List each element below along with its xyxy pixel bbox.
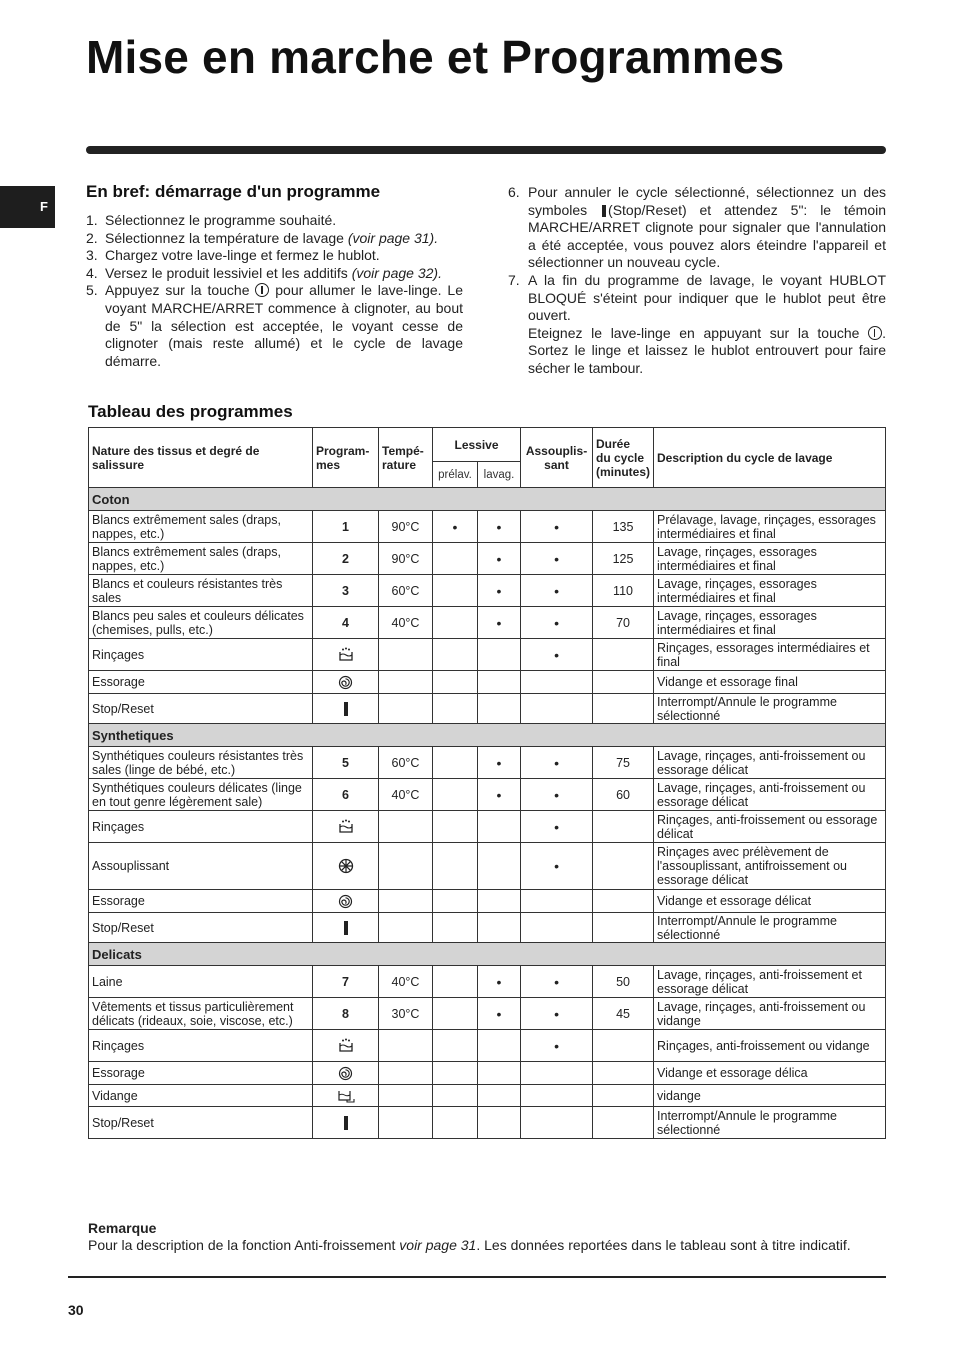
softener-cell: • [521, 543, 593, 575]
page-title: Mise en marche et Programmes [86, 31, 785, 83]
table-row [89, 694, 886, 724]
wash-cell [478, 890, 521, 913]
program-symbol-cell [313, 913, 379, 943]
cycle-description-cell: Vidange et essorage final [654, 671, 886, 694]
softener-cell [521, 671, 593, 694]
prewash-cell [433, 843, 478, 890]
page-reference: (voir page 31). [347, 229, 439, 246]
header-temperature: Tempé-rature [379, 428, 433, 488]
fabric-nature-cell: Stop/Reset [89, 913, 313, 943]
step-text: A la fin du programme de lavage, le voyant HUBLOT BLOQUÉ s'éteint pour indiquer que le hublot peut être ouvert. [528, 271, 886, 324]
spin-icon [316, 675, 375, 690]
prewash-cell [433, 694, 478, 724]
fabric-nature-cell: Essorage [89, 1062, 313, 1085]
step-number: 5. [86, 282, 98, 299]
step-text: Pour annuler le cycle sélectionné, sélectionnez un des symboles [528, 184, 886, 218]
prewash-cell [433, 998, 478, 1030]
program-number-cell: 2 [313, 543, 379, 575]
table-row [89, 1085, 886, 1107]
table-row [89, 747, 886, 779]
temperature-cell: 60°C [379, 747, 433, 779]
fabric-nature-cell: Synthétiques couleurs délicates (linge en tout genre légèrement sale) [89, 779, 313, 811]
softener-cell: • [521, 511, 593, 543]
spin-icon [316, 1066, 375, 1081]
temperature-cell: 40°C [379, 779, 433, 811]
prewash-cell [433, 1062, 478, 1085]
prewash-cell [433, 779, 478, 811]
power-button-icon [255, 283, 269, 297]
cycle-description-cell: Lavage, rinçages, essorages intermédiaires et final [654, 607, 886, 639]
temperature-cell [379, 694, 433, 724]
stop-reset-icon [316, 702, 375, 716]
step-3 [86, 247, 463, 265]
program-number-cell: 4 [313, 607, 379, 639]
page-reference: voir page 31 [399, 1237, 477, 1253]
rinse-icon [316, 1038, 375, 1053]
temperature-cell: 90°C [379, 511, 433, 543]
prewash-cell [433, 811, 478, 843]
brief-heading: En bref: démarrage d'un programme [86, 182, 381, 201]
cycle-description-cell: Rinçages, essorages intermédiaires et final [654, 639, 886, 671]
fabric-nature-cell: Blancs peu sales et couleurs délicates (chemises, pulls, etc.) [89, 607, 313, 639]
program-symbol-cell [313, 1107, 379, 1139]
section-row-delicats [89, 943, 886, 966]
step-text: Versez le produit lessiviel et les additifs [105, 264, 352, 281]
program-symbol-cell [313, 639, 379, 671]
program-symbol-cell [313, 890, 379, 913]
duration-cell [593, 639, 654, 671]
fabric-nature-cell: Rinçages [89, 1030, 313, 1062]
section-label: Delicats [89, 943, 886, 966]
temperature-cell [379, 811, 433, 843]
temperature-cell: 40°C [379, 607, 433, 639]
duration-cell: 45 [593, 998, 654, 1030]
wash-cell: • [478, 607, 521, 639]
brief-right-column [508, 184, 886, 378]
stop-reset-icon [316, 921, 375, 935]
softener-cell: • [521, 747, 593, 779]
rinse-icon [316, 819, 375, 834]
step-7 [508, 272, 886, 378]
duration-cell: 70 [593, 607, 654, 639]
cycle-description-cell: Rinçages, anti-froissement ou vidange [654, 1030, 886, 1062]
duration-cell [593, 811, 654, 843]
remark-title: Remarque [88, 1220, 157, 1236]
duration-cell: 60 [593, 779, 654, 811]
temperature-cell [379, 1107, 433, 1139]
softener-cell [521, 913, 593, 943]
temperature-cell: 60°C [379, 575, 433, 607]
temperature-cell [379, 890, 433, 913]
softener-cell: • [521, 843, 593, 890]
softener-cell: • [521, 779, 593, 811]
table-row [89, 1030, 886, 1062]
step-4 [86, 265, 463, 283]
duration-cell: 125 [593, 543, 654, 575]
step-number: 1. [86, 212, 98, 228]
fabric-nature-cell: Rinçages [89, 811, 313, 843]
prewash-cell [433, 1030, 478, 1062]
step-2 [86, 230, 463, 248]
softener-cell: • [521, 811, 593, 843]
drain-icon [316, 1089, 375, 1103]
page-reference: (voir page 32). [351, 264, 442, 281]
cycle-description-cell: Lavage, rinçages, essorages intermédiaires et final [654, 543, 886, 575]
fabric-nature-cell: Stop/Reset [89, 694, 313, 724]
step-6 [508, 184, 886, 272]
duration-cell [593, 671, 654, 694]
prewash-cell [433, 747, 478, 779]
prewash-cell [433, 1085, 478, 1107]
stop-reset-icon [316, 1116, 375, 1130]
temperature-cell [379, 1062, 433, 1085]
temperature-cell: 40°C [379, 966, 433, 998]
step-number: 7. [508, 271, 520, 288]
table-row [89, 998, 886, 1030]
temperature-cell [379, 1085, 433, 1107]
brief-steps-left [86, 212, 463, 370]
fabric-nature-cell: Stop/Reset [89, 1107, 313, 1139]
step-number: 3. [86, 247, 98, 264]
remark [88, 1220, 888, 1254]
spin-icon [316, 894, 375, 909]
program-number-cell: 1 [313, 511, 379, 543]
temperature-cell [379, 639, 433, 671]
header-assouplissant: Assouplis-sant [521, 428, 593, 488]
table-row [89, 575, 886, 607]
softener-cell: • [521, 966, 593, 998]
cycle-description-cell: Lavage, rinçages, anti-froissement ou essorage délicat [654, 747, 886, 779]
fabric-nature-cell: Vidange [89, 1085, 313, 1107]
wash-cell: • [478, 543, 521, 575]
step-number: 2. [86, 229, 98, 246]
program-number-cell: 3 [313, 575, 379, 607]
fabric-nature-cell: Synthétiques couleurs résistantes très sales (linge de bébé, etc.) [89, 747, 313, 779]
wash-cell: • [478, 575, 521, 607]
table-row [89, 843, 886, 890]
cycle-description-cell: Interrompt/Annule le programme sélectionné [654, 1107, 886, 1139]
program-symbol-cell [313, 1085, 379, 1107]
cycle-description-cell: Interrompt/Annule le programme sélectionné [654, 694, 886, 724]
rinse-icon [316, 647, 375, 662]
header-nature: Nature des tissus et degré de salissure [89, 428, 313, 488]
program-number-cell: 7 [313, 966, 379, 998]
table-row [89, 543, 886, 575]
remark-text-part: . Les données reportées dans le tableau sont à titre indicatif. [476, 1237, 851, 1253]
temperature-cell [379, 843, 433, 890]
step-text: pour allumer le lave-linge. Le voyant MARCHE/ARRET commence à clignoter, au bout de 5" la sélection est acceptée, le voyant cesse de clignoter (mais reste allumé) et le cycle de lavage démarre. [105, 282, 464, 369]
step-text: Appuyez sur la touche [105, 282, 256, 299]
wash-cell: • [478, 998, 521, 1030]
step-text: . Sortez le linge et laissez le hublot entrouvert pour faire sécher le tambour. [528, 324, 886, 376]
duration-cell: 110 [593, 575, 654, 607]
prewash-cell [433, 639, 478, 671]
fabric-nature-cell: Laine [89, 966, 313, 998]
fabric-nature-cell: Vêtements et tissus particulièrement délicats (rideaux, soie, viscose, etc.) [89, 998, 313, 1030]
duration-cell [593, 843, 654, 890]
program-symbol-cell [313, 1030, 379, 1062]
cycle-description-cell: Lavage, rinçages, essorages intermédiaires et final [654, 575, 886, 607]
table-row [89, 639, 886, 671]
softener-cell [521, 890, 593, 913]
fabric-nature-cell: Rinçages [89, 639, 313, 671]
wash-cell [478, 913, 521, 943]
duration-cell [593, 890, 654, 913]
softener-cell: • [521, 575, 593, 607]
prewash-cell [433, 607, 478, 639]
title-rule [86, 146, 886, 154]
program-number-cell: 6 [313, 779, 379, 811]
program-symbol-cell [313, 843, 379, 890]
step-text: Chargez votre lave-linge et fermez le hublot. [105, 247, 380, 264]
table-row [89, 913, 886, 943]
programs-table [88, 427, 886, 1139]
temperature-cell [379, 913, 433, 943]
wash-cell [478, 1085, 521, 1107]
fabric-nature-cell: Blancs extrêmement sales (draps, nappes, etc.) [89, 543, 313, 575]
cycle-description-cell: Lavage, rinçages, anti-froissement et essorage délicat [654, 966, 886, 998]
page-number: 30 [68, 1302, 84, 1318]
wash-cell [478, 843, 521, 890]
softener-cell [521, 1062, 593, 1085]
prewash-cell [433, 1107, 478, 1139]
duration-cell [593, 913, 654, 943]
section-label: Synthetiques [89, 724, 886, 747]
section-row-synthetiques [89, 724, 886, 747]
cycle-description-cell: Interrompt/Annule le programme sélectionné [654, 913, 886, 943]
cycle-description-cell: Vidange et essorage délicat [654, 890, 886, 913]
temperature-cell: 90°C [379, 543, 433, 575]
duration-cell [593, 1030, 654, 1062]
program-symbol-cell [313, 1062, 379, 1085]
power-button-icon [868, 326, 882, 340]
wash-cell [478, 1062, 521, 1085]
table-row [89, 890, 886, 913]
header-lessive: Lessive [433, 428, 521, 462]
cycle-description-cell: Lavage, rinçages, anti-froissement ou essorage délicat [654, 779, 886, 811]
wash-cell [478, 694, 521, 724]
remark-text-part: Pour la description de la fonction Anti-froissement [88, 1237, 400, 1253]
softener-icon [316, 858, 375, 874]
duration-cell: 75 [593, 747, 654, 779]
softener-cell: • [521, 639, 593, 671]
table-row [89, 1107, 886, 1139]
cycle-description-cell: Lavage, rinçages, anti-froissement ou vidange [654, 998, 886, 1030]
duration-cell [593, 1107, 654, 1139]
stop-reset-icon [602, 205, 606, 217]
wash-cell [478, 639, 521, 671]
fabric-nature-cell: Blancs et couleurs résistantes très sales [89, 575, 313, 607]
temperature-cell [379, 671, 433, 694]
header-duree [593, 428, 654, 488]
fabric-nature-cell: Essorage [89, 890, 313, 913]
wash-cell [478, 1030, 521, 1062]
wash-cell: • [478, 779, 521, 811]
temperature-cell [379, 1030, 433, 1062]
remark-text [88, 1237, 888, 1254]
prewash-cell: • [433, 511, 478, 543]
program-symbol-cell [313, 694, 379, 724]
cycle-description-cell: Prélavage, lavage, rinçages, essorages intermédiaires et final [654, 511, 886, 543]
softener-cell: • [521, 998, 593, 1030]
duration-cell: 50 [593, 966, 654, 998]
language-tab [0, 186, 55, 228]
step-text: Sélectionnez la température de lavage [105, 229, 348, 246]
table-row [89, 966, 886, 998]
step-text: Eteignez le lave-linge en appuyant sur la touche [528, 324, 869, 341]
prewash-cell [433, 575, 478, 607]
softener-cell [521, 1085, 593, 1107]
table-row [89, 511, 886, 543]
softener-cell [521, 694, 593, 724]
header-prelav: prélav. [433, 462, 478, 488]
header-programmes: Program-mes [313, 428, 379, 488]
header-lavag: lavag. [478, 462, 521, 488]
brief-left-column [86, 180, 463, 370]
wash-cell [478, 811, 521, 843]
step-1 [86, 212, 463, 230]
table-row [89, 607, 886, 639]
step-number: 6. [508, 184, 520, 200]
cycle-description-cell: Rinçages avec prélèvement de l'assouplissant, antifroissement ou essorage délicat [654, 843, 886, 890]
program-symbol-cell [313, 671, 379, 694]
wash-cell: • [478, 511, 521, 543]
header-duree-line: (minutes) [596, 464, 651, 479]
fabric-nature-cell: Assouplissant [89, 843, 313, 890]
language-tab-label: F [40, 199, 48, 214]
prewash-cell [433, 966, 478, 998]
table-row [89, 811, 886, 843]
step-5 [86, 282, 463, 370]
prewash-cell [433, 543, 478, 575]
wash-cell [478, 671, 521, 694]
cycle-description-cell: vidange [654, 1085, 886, 1107]
program-symbol-cell [313, 811, 379, 843]
step-text: Sélectionnez le programme souhaité. [105, 212, 337, 228]
prewash-cell [433, 913, 478, 943]
footer-rule [68, 1276, 886, 1278]
fabric-nature-cell: Blancs extrêmement sales (draps, nappes, etc.) [89, 511, 313, 543]
table-row [89, 779, 886, 811]
cycle-description-cell: Rinçages, anti-froissement ou essorage délicat [654, 811, 886, 843]
brief-steps-right [508, 184, 886, 378]
table-row [89, 671, 886, 694]
header-description: Description du cycle de lavage [654, 428, 886, 488]
fabric-nature-cell: Essorage [89, 671, 313, 694]
program-number-cell: 5 [313, 747, 379, 779]
section-row-coton [89, 488, 886, 511]
softener-cell: • [521, 607, 593, 639]
table-heading: Tableau des programmes [88, 402, 293, 421]
header-duree-line: du cycle [596, 450, 645, 465]
temperature-cell: 30°C [379, 998, 433, 1030]
softener-cell: • [521, 1030, 593, 1062]
programs-table-body [89, 488, 886, 1139]
step-number: 4. [86, 264, 98, 281]
softener-cell [521, 1107, 593, 1139]
duration-cell [593, 1062, 654, 1085]
wash-cell: • [478, 747, 521, 779]
table-row [89, 1062, 886, 1085]
wash-cell: • [478, 966, 521, 998]
prewash-cell [433, 890, 478, 913]
section-label: Coton [89, 488, 886, 511]
header-duree-line: Durée [596, 436, 631, 451]
duration-cell [593, 1085, 654, 1107]
duration-cell: 135 [593, 511, 654, 543]
wash-cell [478, 1107, 521, 1139]
cycle-description-cell: Vidange et essorage délica [654, 1062, 886, 1085]
duration-cell [593, 694, 654, 724]
program-number-cell: 8 [313, 998, 379, 1030]
prewash-cell [433, 671, 478, 694]
step-text: (Stop/Reset) et attendez 5": le témoin MARCHE/ARRET clignote pour signaler que l'annulation a été acceptée, vous pouvez alors éteindre l'appareil et sélectionner un nouveau cycle. [528, 201, 887, 271]
